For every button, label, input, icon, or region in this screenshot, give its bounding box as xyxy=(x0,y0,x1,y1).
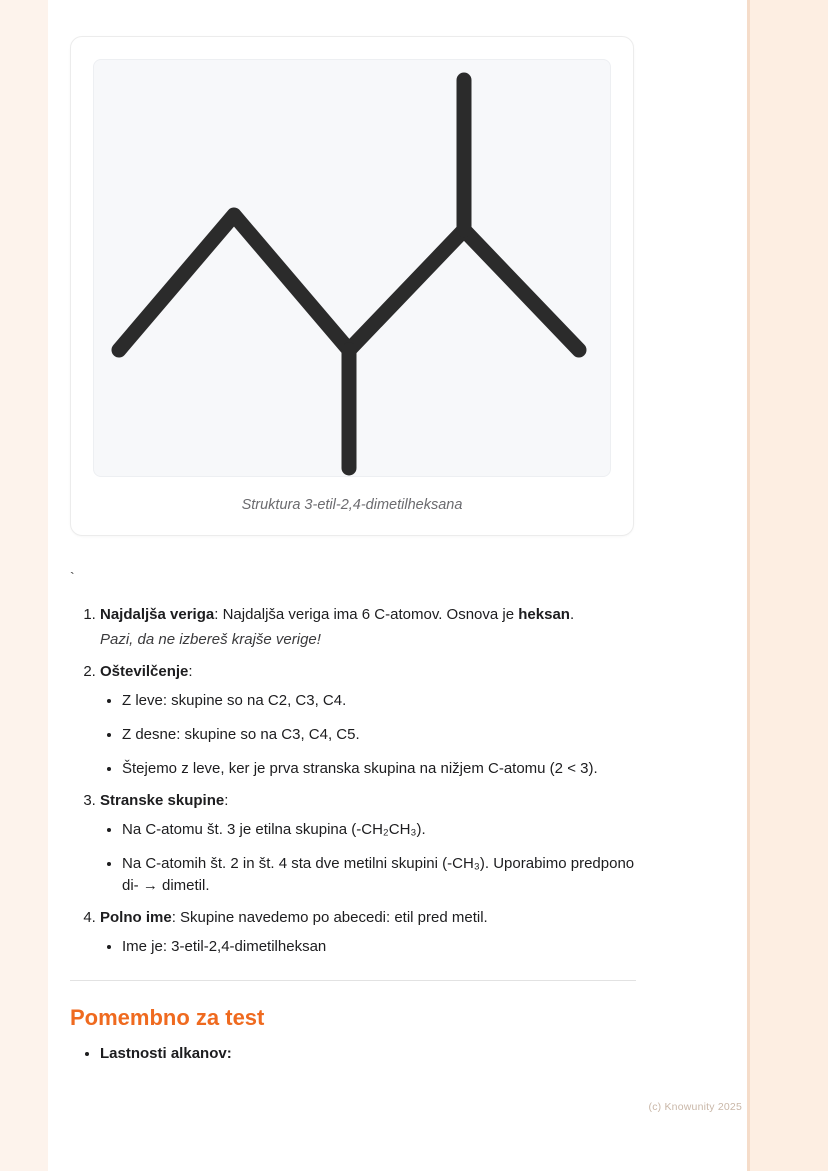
step-title: Oštevilčenje xyxy=(100,662,189,680)
section-divider xyxy=(70,980,636,981)
list-item xyxy=(100,661,636,780)
step-text: : xyxy=(224,791,229,809)
watermark: (c) Knowunity 2025 xyxy=(648,1101,742,1113)
list-item xyxy=(100,1045,636,1062)
skeletal-structure-icon xyxy=(94,60,612,478)
document-content xyxy=(70,36,636,1062)
list-item: • Ime je: 3-etil-2,4-dimetilheksan xyxy=(122,936,636,958)
bottom-list xyxy=(70,1045,636,1062)
left-margin-band xyxy=(0,0,48,1171)
step-text: : xyxy=(188,662,193,680)
list-item: • Z leve: skupine so na C2, C3, C4. xyxy=(122,690,636,712)
step-title: Polno ime xyxy=(100,908,172,926)
step-text: : Najdaljša veriga ima 6 C-atomov. Osnova je xyxy=(214,606,519,623)
right-margin-band xyxy=(750,0,828,1171)
list-item xyxy=(100,604,636,651)
list-item: • Na C-atomih št. 2 in št. 4 sta dve metilni skupini (-CH₃). Uporabimo predpono di- → dimetil. xyxy=(122,853,636,897)
step-note: Pazi, da ne izbereš krajše verige! xyxy=(100,630,321,648)
sub-list xyxy=(100,819,636,896)
section-title: Pomembno za test xyxy=(70,1005,265,1030)
step-title: Najdaljša veriga xyxy=(100,606,215,623)
list-item: • Z desne: skupine so na C3, C4, C5. xyxy=(122,724,636,746)
sub-list xyxy=(100,690,636,779)
list-item: • Štejemo z leve, ker je prva stranska skupina na nižjem C-atomu (2 < 3). xyxy=(122,758,636,780)
list-item: • Na C-atomu št. 3 je etilna skupina (-CH₂CH₃). xyxy=(122,819,636,841)
stray-backtick: ` xyxy=(70,569,75,585)
steps-list xyxy=(70,604,636,958)
molecule-card xyxy=(70,36,634,536)
step-title: Stranske skupine xyxy=(100,791,225,809)
molecule-canvas xyxy=(93,59,611,477)
list-item xyxy=(100,907,636,959)
molecule-caption: Struktura 3-etil-2,4-dimetilheksana xyxy=(241,497,463,513)
step-bold-tail: heksan xyxy=(518,606,570,623)
sub-list xyxy=(100,936,636,958)
list-item xyxy=(100,790,636,897)
bottom-list-label: Lastnosti alkanov: xyxy=(100,1045,232,1062)
step-tail: . xyxy=(569,606,575,623)
step-text: : Skupine navedemo po abecedi: etil pred metil. xyxy=(171,908,488,926)
